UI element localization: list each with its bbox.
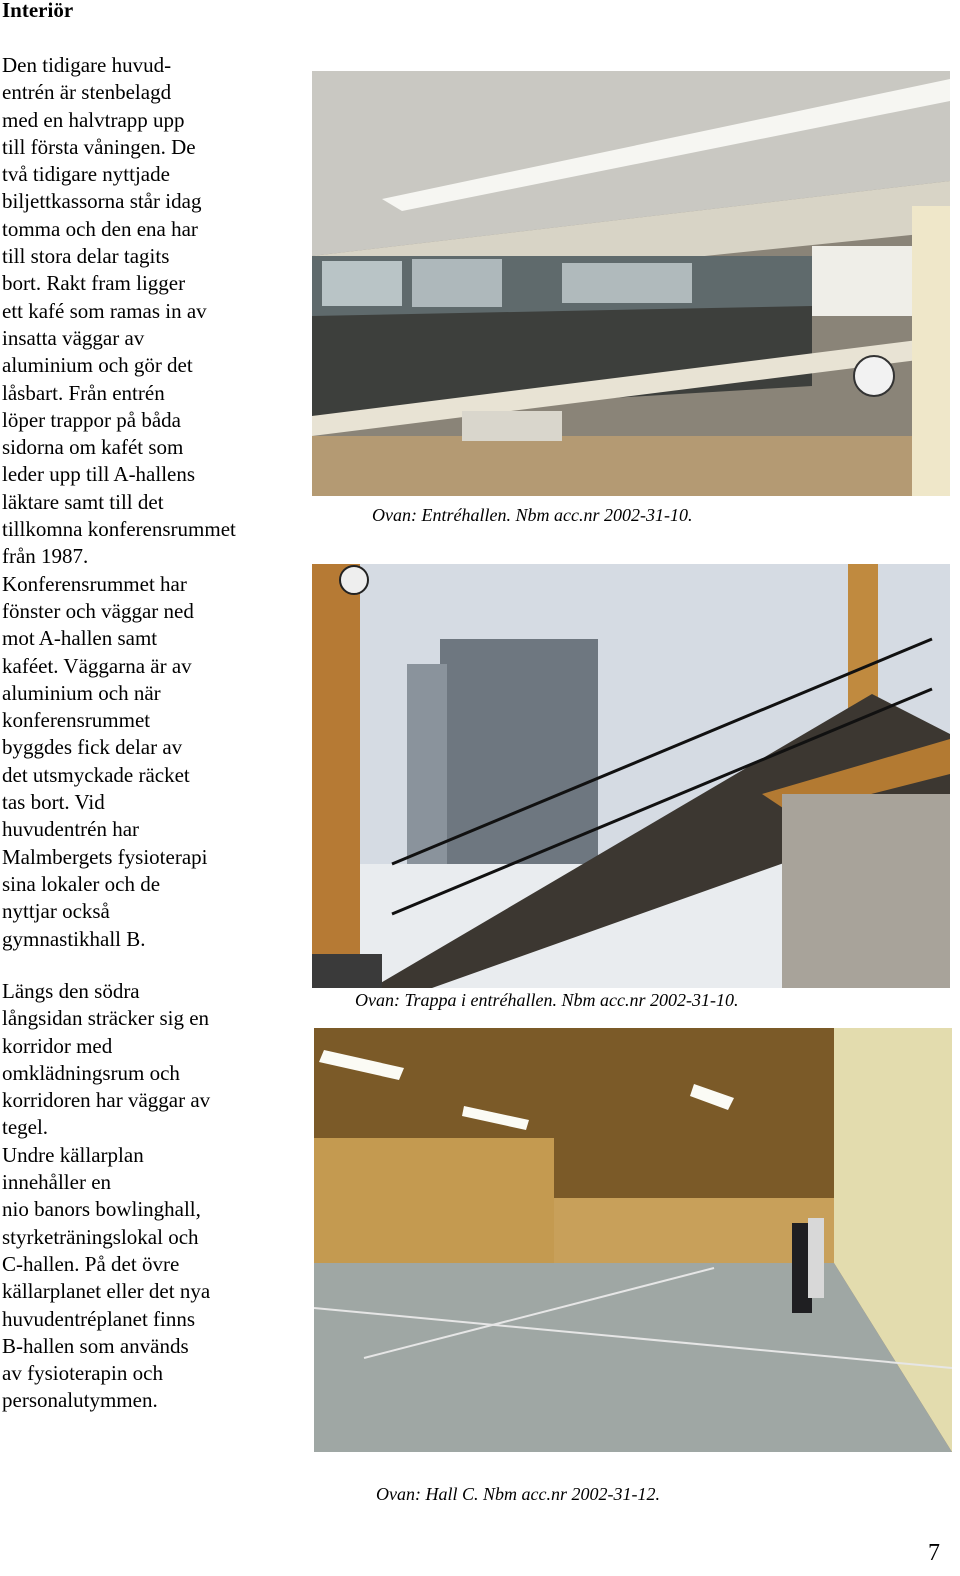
- text-line: två tidigare nyttjade: [2, 162, 170, 187]
- text-line: Längs den södra: [2, 979, 140, 1003]
- text-line: till stora delar tagits: [2, 244, 170, 269]
- text-line: C-hallen. På det övre: [2, 1251, 180, 1276]
- text-line: korridoren har väggar av: [2, 1088, 211, 1113]
- text-line: insatta väggar av: [2, 325, 145, 350]
- section-heading: Interiör: [2, 0, 74, 22]
- body-text-column-1: [2, 52, 302, 953]
- text-line: källarplanet eller det nya: [2, 1279, 211, 1304]
- text-line: läktare samt till det: [2, 489, 164, 514]
- photo-hall-c: [314, 1028, 952, 1452]
- page-number: 7: [928, 1540, 940, 1566]
- text-line: styrketräningslokal och: [2, 1224, 199, 1249]
- caption-photo-1: Ovan: Entréhallen. Nbm acc.nr 2002-31-10.: [372, 505, 693, 525]
- text-line: biljettkassorna står idag: [2, 189, 202, 214]
- text-line: leder upp till A-hallens: [2, 462, 196, 487]
- text-line: mot A-hallen samt: [2, 626, 158, 651]
- text-line: tomma och den ena har: [2, 216, 198, 241]
- text-line: av fysioterapin och: [2, 1361, 163, 1386]
- text-line: aluminium och när: [2, 680, 161, 705]
- text-line: Konferensrummet har: [2, 571, 187, 596]
- text-line: nio banors bowlinghall,: [2, 1197, 201, 1222]
- text-line: entrén är stenbelagd: [2, 80, 172, 105]
- text-line: från 1987.: [2, 544, 89, 569]
- text-line: huvudentréplanet finns: [2, 1306, 196, 1331]
- text-line: Undre källarplan: [2, 1142, 144, 1167]
- text-line: korridor med: [2, 1033, 113, 1058]
- text-line: Malmbergets fysioterapi: [2, 844, 208, 869]
- text-line: tegel.: [2, 1115, 49, 1140]
- text-line: kaféet. Väggarna är av: [2, 653, 192, 678]
- text-line: bort. Rakt fram ligger: [2, 271, 186, 296]
- text-line: aluminium och gör det: [2, 353, 193, 378]
- text-line: byggdes fick delar av: [2, 735, 183, 760]
- text-line: Den tidigare huvud-: [2, 53, 172, 77]
- text-line: personalutymmen.: [2, 1388, 158, 1413]
- text-line: tillkomna konferensrummet: [2, 517, 236, 542]
- text-line: löper trappor på båda: [2, 407, 182, 432]
- caption-photo-2: Ovan: Trappa i entréhallen. Nbm acc.nr 2002-31-10.: [355, 990, 739, 1010]
- text-line: sidorna om kafét som: [2, 435, 184, 460]
- text-line: omklädningsrum och: [2, 1060, 180, 1085]
- text-line: till första våningen. De: [2, 134, 196, 159]
- body-text-column-2: [2, 978, 302, 1415]
- text-line: tas bort. Vid: [2, 790, 105, 815]
- text-line: fönster och väggar ned: [2, 598, 194, 623]
- text-line: huvudentrén har: [2, 817, 140, 842]
- text-line: det utsmyckade räcket: [2, 762, 190, 787]
- text-line: med en halvtrapp upp: [2, 107, 185, 132]
- text-line: långsidan sträcker sig en: [2, 1006, 210, 1031]
- text-line: ett kafé som ramas in av: [2, 298, 207, 323]
- photo-entrance-hall: [312, 71, 950, 496]
- photo-staircase: [312, 564, 950, 988]
- text-line: nyttjar också: [2, 899, 110, 924]
- caption-photo-3: Ovan: Hall C. Nbm acc.nr 2002-31-12.: [376, 1484, 660, 1504]
- text-line: B-hallen som används: [2, 1333, 189, 1358]
- text-line: sina lokaler och de: [2, 871, 161, 896]
- text-line: låsbart. Från entrén: [2, 380, 165, 405]
- text-line: innehåller en: [2, 1170, 112, 1195]
- text-line: konferensrummet: [2, 708, 151, 733]
- text-line: gymnastikhall B.: [2, 926, 146, 951]
